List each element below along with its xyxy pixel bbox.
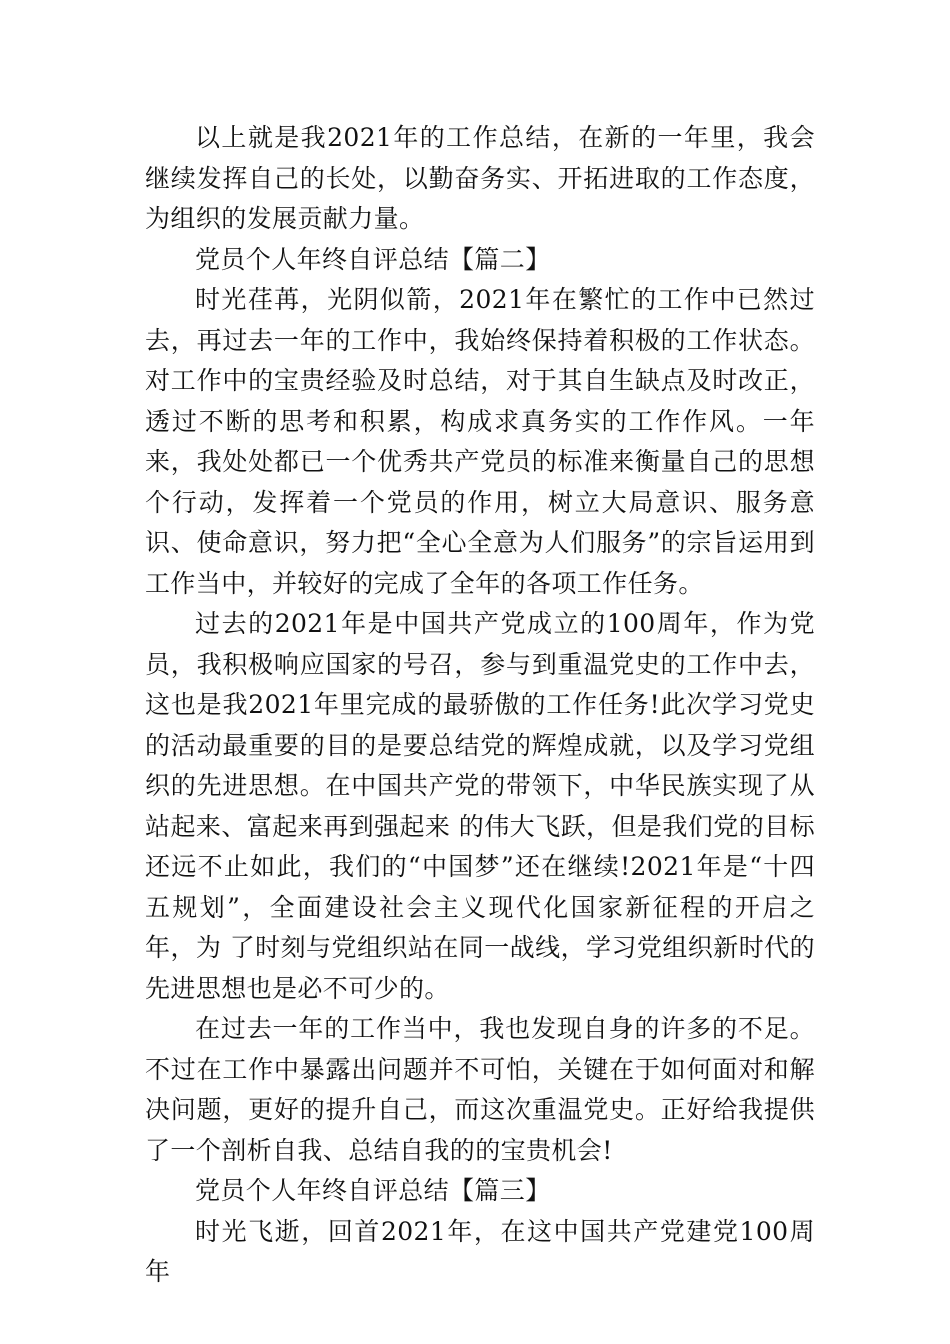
paragraph-party-centenary: 过去的2021年是中国共产党成立的100周年，作为党员，我积极响应国家的号召，参与到重温党史的工作中去，这也是我2021年里完成的最骄傲的工作任务!此次学习党史的活动最重要的目的是要总结党的辉煌成就，以及学习党组织的先进思想。在中国共产党的带领下，中华民族实现了从站起来、富起来再到强起来 的伟大飞跃，但是我们党的目标还远不止如此，我们的“中国梦”还在继续!2021年是“十四五规划”，全面建设社会主义现代化国家新征程的开启之年，为 了时刻与党组织站在同一战线，学习党组织新时代的先进思想也是必不可少的。	[145, 609, 815, 1003]
paragraph-part-three-intro: 时光飞逝，回首2021年，在这中国共产党建党100周年	[145, 1216, 815, 1286]
section-heading-part-three: 党员个人年终自评总结【篇三】	[195, 1176, 551, 1205]
paragraph-shortcomings: 在过去一年的工作当中，我也发现自身的许多的不足。不过在工作中暴露出问题并不可怕，关键在于如何面对和解决问题，更好的提升自己，而这次重温党史。正好给我提供了一个剖析自我、总结自我的的宝贵机会!	[145, 1014, 815, 1165]
document-body	[145, 118, 815, 1293]
paragraph-closing: 以上就是我2021年的工作总结，在新的一年里，我会继续发挥自己的长处，以勤奋务实、开拓进取的工作态度，为组织的发展贡献力量。	[145, 123, 815, 233]
paragraph-part-two-intro: 时光荏苒，光阴似箭，2021年在繁忙的工作中已然过去，再过去一年的工作中，我始终保持着积极的工作状态。对工作中的宝贵经验及时总结，对于其自生缺点及时改正，透过不断的思考和积累，构成求真务实的工作作风。一年来，我处处都已一个优秀共产党员的标准来衡量自己的思想个行动，发挥着一个党员的作用，树立大局意识、服务意识、使命意识，努力把“全心全意为人们服务”的宗旨运用到工作当中，并较好的完成了全年的各项工作任务。	[145, 285, 815, 598]
section-heading-part-two: 党员个人年终自评总结【篇二】	[195, 244, 551, 274]
